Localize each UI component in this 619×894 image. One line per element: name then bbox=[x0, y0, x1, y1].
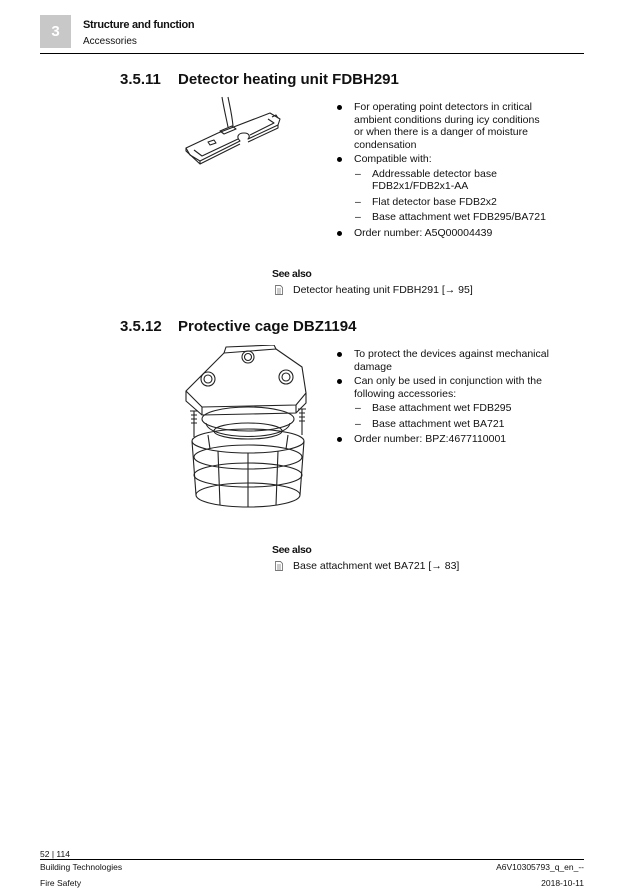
footer-division: Fire Safety bbox=[40, 878, 82, 888]
see-also-link[interactable]: Detector heating unit FDBH291 [→ 95] bbox=[293, 284, 473, 296]
sub-list-item: – Addressable detector base FDB2x1/FDB2x1-AA bbox=[354, 168, 551, 193]
list-item: For operating point detectors in critical ambient conditions during icy conditions or when there is a danger of moisture condensation bbox=[336, 101, 551, 151]
document-icon bbox=[275, 285, 283, 295]
header-title: Structure and function bbox=[83, 19, 195, 31]
list-item-label: Can only be used in conjunction with the following accessories: bbox=[354, 375, 542, 400]
footer-company: Building Technologies bbox=[40, 862, 123, 872]
see-also-link[interactable]: Base attachment wet BA721 [→ 83] bbox=[293, 560, 460, 572]
page-number: 52 | 114 bbox=[40, 849, 70, 859]
header-subtitle: Accessories bbox=[83, 36, 137, 47]
chapter-number-badge: 3 bbox=[40, 15, 71, 48]
sub-bullet-list bbox=[354, 168, 551, 224]
list-item-label: Compatible with: bbox=[354, 153, 432, 165]
sub-bullet-list bbox=[354, 402, 551, 430]
bullet-list bbox=[336, 348, 551, 446]
sub-list-item: – Flat detector base FDB2x2 bbox=[354, 196, 551, 209]
section-heading-3-5-11 bbox=[120, 71, 399, 89]
protective-cage-drawing bbox=[178, 345, 318, 517]
bullet-list bbox=[336, 101, 551, 239]
footer-date: 2018-10-11 bbox=[541, 878, 584, 888]
sub-list-item: – Base attachment wet FDB295 bbox=[354, 402, 551, 415]
section-number: 3.5.12 bbox=[120, 318, 162, 335]
see-also-heading: See also bbox=[272, 268, 312, 280]
section-3-5-11-bullets bbox=[336, 101, 551, 241]
see-also-link-row[interactable] bbox=[275, 284, 473, 296]
document-icon bbox=[275, 561, 283, 571]
footer-doc-id: A6V10305793_q_en_-- bbox=[496, 862, 584, 872]
list-item: Order number: A5Q00004439 bbox=[336, 227, 551, 240]
list-item bbox=[336, 153, 551, 224]
list-item: To protect the devices against mechanical damage bbox=[336, 348, 551, 373]
section-heading-3-5-12 bbox=[120, 318, 357, 336]
see-also-link-row[interactable] bbox=[275, 560, 459, 572]
section-number: 3.5.11 bbox=[120, 71, 161, 88]
header-divider bbox=[40, 53, 584, 54]
see-also-heading: See also bbox=[272, 544, 312, 556]
section-title: Detector heating unit FDBH291 bbox=[178, 71, 399, 88]
section-3-5-12-bullets bbox=[336, 348, 551, 448]
sub-list-item: – Base attachment wet FDB295/BA721 bbox=[354, 211, 551, 224]
detector-heating-unit-drawing bbox=[178, 95, 286, 167]
list-item: Order number: BPZ:4677110001 bbox=[336, 433, 551, 446]
footer-divider bbox=[40, 859, 584, 860]
list-item bbox=[336, 375, 551, 430]
sub-list-item: – Base attachment wet BA721 bbox=[354, 418, 551, 431]
section-title: Protective cage DBZ1194 bbox=[178, 318, 357, 335]
